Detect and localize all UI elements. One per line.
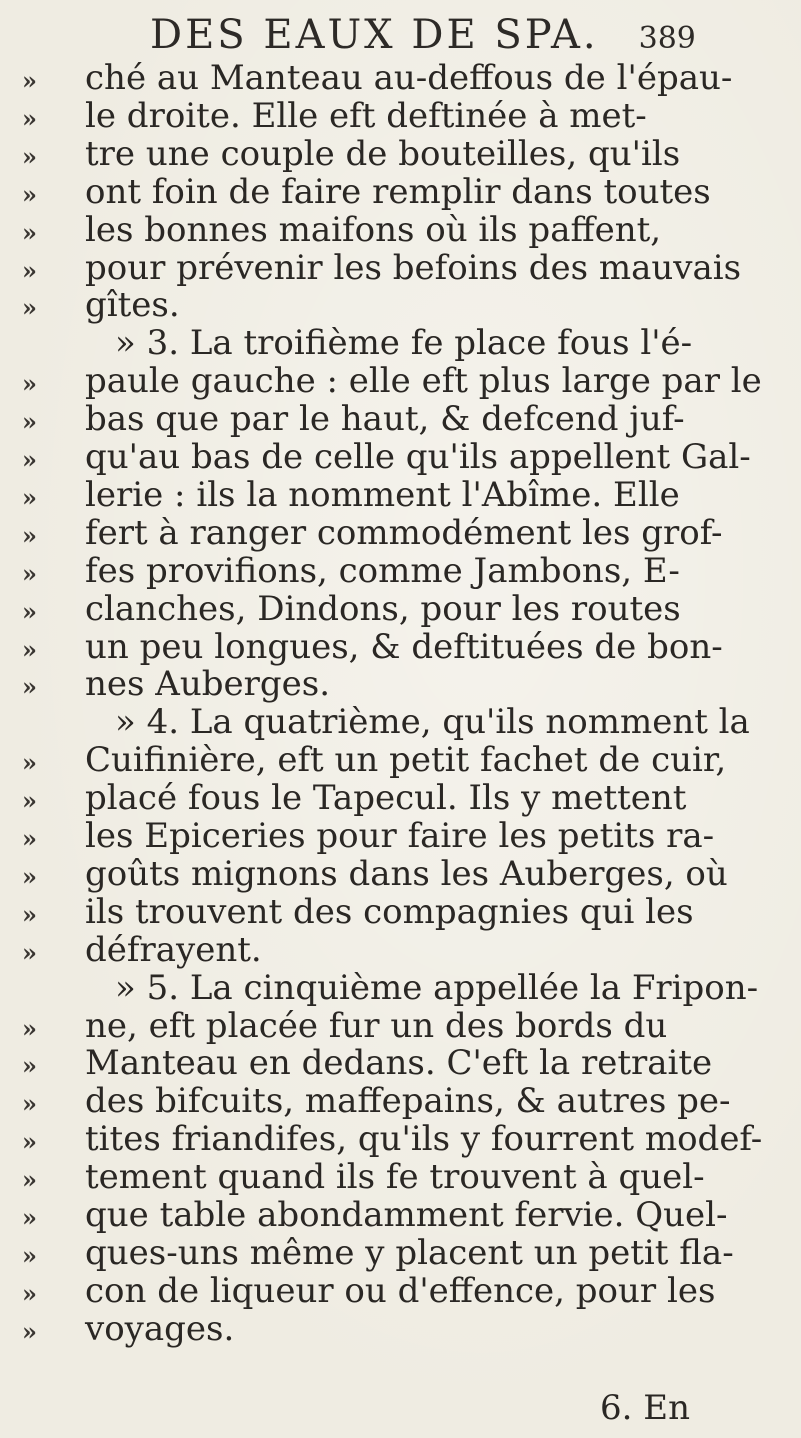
text-line <box>0 1005 801 1046</box>
quote-marker: » <box>22 141 37 171</box>
text-line <box>0 361 801 402</box>
quote-marker: » <box>22 293 37 323</box>
line-text: les bonnes maifons où ils paffent, <box>85 209 662 250</box>
quote-marker: » <box>22 1316 37 1346</box>
line-text: pour prévenir les befoins des mauvais <box>85 247 742 288</box>
line-text: » 3. La troifième fe place fous l'é- <box>115 323 693 364</box>
line-text: paule gauche : elle eft plus large par le <box>85 361 762 402</box>
quote-marker: » <box>22 445 37 474</box>
text-line <box>0 929 801 970</box>
line-text: nes Auberges. <box>85 664 331 705</box>
line-text: » 4. La quatrième, qu'ils nomment la <box>115 702 750 743</box>
page-header <box>150 12 696 62</box>
line-text: des bifcuits, maffepains, & autres pe- <box>85 1081 731 1122</box>
line-text: goûts mignons dans les Auberges, où <box>85 853 728 894</box>
quote-marker: » <box>22 786 37 816</box>
quote-marker: » <box>22 1240 37 1270</box>
line-text: ils trouvent des compagnies qui les <box>85 891 694 932</box>
line-text: Cuifinière, eft un petit fachet de cuir, <box>85 740 727 781</box>
line-text: bas que par le haut, & defcend juf- <box>85 399 685 440</box>
quote-marker: » <box>22 899 37 929</box>
line-text: fert à ranger commodément les grof- <box>85 512 723 553</box>
text-line <box>0 171 801 212</box>
text-line <box>0 1119 801 1160</box>
text-line <box>0 439 801 475</box>
line-text: lerie : ils la nomment l'Abîme. Elle <box>85 474 680 515</box>
line-text: ne, eft placée fur un des bords du <box>85 1005 668 1046</box>
text-line <box>0 891 801 932</box>
text-line <box>0 702 801 743</box>
line-text: ques-uns même y placent un petit fla- <box>85 1232 734 1273</box>
quote-marker: » <box>22 217 37 247</box>
text-line <box>0 1308 801 1349</box>
quote-marker: » <box>22 1203 37 1232</box>
text-line <box>0 60 801 96</box>
line-text: que table abondamment fervie. Quel- <box>85 1195 728 1235</box>
quote-marker: » <box>22 66 37 95</box>
text-line <box>0 664 801 705</box>
line-text: les Epiceries pour faire les petits ra- <box>85 816 715 856</box>
line-text: un peu longues, & deftituées de bon- <box>85 626 723 667</box>
quote-marker: » <box>22 369 37 399</box>
line-text: tement quand ils fe trouvent à quel- <box>85 1157 705 1198</box>
line-text: con de liqueur ou d'effence, pour les <box>85 1270 716 1311</box>
line-text: Manteau en dedans. C'eft la retraite <box>85 1043 713 1084</box>
quote-marker: » <box>22 824 37 853</box>
text-line <box>0 1197 801 1233</box>
line-text: ché au Manteau au-deffous de l'épau- <box>85 58 733 98</box>
quote-marker: » <box>22 520 37 550</box>
text-line <box>0 1157 801 1198</box>
text-line <box>0 1081 801 1122</box>
line-text: défrayent. <box>85 929 262 970</box>
quote-marker: » <box>22 407 37 437</box>
quote-marker: » <box>22 1089 37 1119</box>
text-line <box>0 474 801 515</box>
quote-marker: » <box>22 1127 37 1157</box>
text-line <box>0 209 801 250</box>
catchword: 6. En <box>600 1388 690 1428</box>
text-line <box>0 285 801 326</box>
quote-marker: » <box>22 179 37 209</box>
text-line <box>0 512 801 553</box>
text-line <box>0 550 801 591</box>
line-text: qu'au bas de celle qu'ils appellent Gal- <box>85 437 751 477</box>
line-text: placé fous le Tapecul. Ils y mettent <box>85 778 687 819</box>
line-text: gîtes. <box>85 285 180 326</box>
text-line <box>0 133 801 174</box>
quote-marker: » <box>22 748 37 778</box>
quote-marker: » <box>22 1278 37 1308</box>
page-number: 389 <box>638 21 696 56</box>
line-text: le droite. Elle eft deftinée à met- <box>85 95 647 136</box>
text-line <box>0 247 801 288</box>
line-text: tites friandifes, qu'ils y fourrent modef- <box>85 1119 763 1160</box>
text-line <box>0 778 801 819</box>
text-line <box>0 740 801 781</box>
text-line <box>0 1232 801 1273</box>
line-text: tre une couple de bouteilles, qu'ils <box>85 133 681 174</box>
quote-marker: » <box>22 1165 37 1195</box>
quote-marker: » <box>22 596 37 626</box>
text-line <box>0 588 801 629</box>
line-text: ont foin de faire remplir dans toutes <box>85 171 711 212</box>
quote-marker: » <box>22 1051 37 1081</box>
text-line <box>0 323 801 364</box>
quote-marker: » <box>22 482 37 512</box>
line-text: » 5. La cinquième appellée la Fripon- <box>115 967 759 1008</box>
line-text: voyages. <box>85 1308 235 1349</box>
text-line <box>0 853 801 894</box>
line-text: fes provifions, comme Jambons, E- <box>85 550 680 591</box>
quote-marker: » <box>22 634 37 664</box>
quote-marker: » <box>22 861 37 891</box>
text-line <box>0 399 801 440</box>
text-line <box>0 95 801 136</box>
quote-marker: » <box>22 1013 37 1043</box>
text-line <box>0 1270 801 1311</box>
text-line <box>0 967 801 1008</box>
quote-marker: » <box>22 558 37 588</box>
line-text: clanches, Dindons, pour les routes <box>85 588 681 629</box>
quote-marker: » <box>22 255 37 285</box>
running-title: DES EAUX DE SPA. <box>150 12 599 58</box>
quote-marker: » <box>22 103 37 133</box>
text-line <box>0 1043 801 1084</box>
quote-marker: » <box>22 672 37 702</box>
text-line <box>0 818 801 854</box>
text-line <box>0 626 801 667</box>
quote-marker: » <box>22 937 37 967</box>
